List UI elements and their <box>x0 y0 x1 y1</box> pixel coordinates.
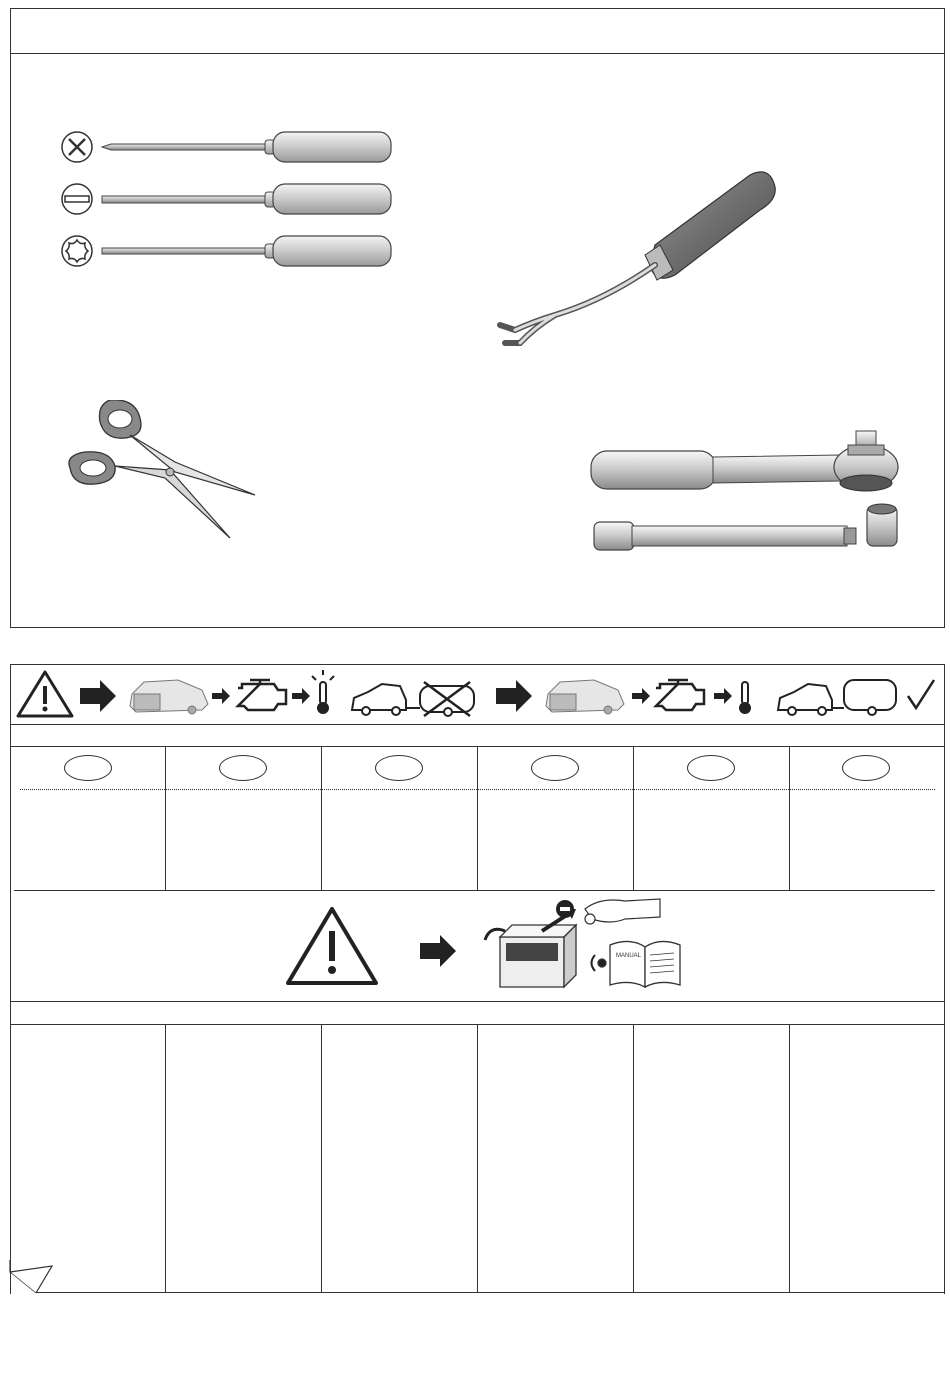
manual-book-icon <box>592 941 681 987</box>
car-hood-open-icon <box>546 680 624 714</box>
column-divider <box>165 746 166 890</box>
tools-panel-header-divider <box>11 53 944 54</box>
language-oval-5 <box>687 755 735 781</box>
extension-bar-and-socket-icon <box>592 500 902 560</box>
column-divider <box>321 746 322 890</box>
engine-icon <box>656 680 704 710</box>
small-arrow-icon <box>212 688 230 704</box>
row-divider <box>10 724 945 725</box>
language-oval-6 <box>842 755 890 781</box>
svg-text:MANUAL: MANUAL <box>616 953 642 959</box>
language-oval-4 <box>531 755 579 781</box>
flat-screwdriver-icon <box>62 184 391 214</box>
battery-warning-row <box>280 895 700 1000</box>
phillips-screwdriver-icon <box>62 132 391 162</box>
trim-removal-tool-icon <box>495 165 785 350</box>
language-oval-1 <box>64 755 112 781</box>
temperature-icon <box>312 670 334 713</box>
car-hood-open-icon <box>130 680 208 714</box>
engine-icon <box>238 680 286 710</box>
sequence-icon-row <box>12 666 942 722</box>
small-arrow-icon <box>632 688 650 704</box>
temperature-icon <box>740 682 750 713</box>
row-divider <box>14 890 935 891</box>
column-divider <box>321 1024 322 1292</box>
ratchet-wrench-icon <box>588 425 903 495</box>
arrow-icon <box>496 680 532 712</box>
column-divider <box>789 746 790 890</box>
arrow-icon <box>420 935 456 967</box>
column-divider <box>633 1024 634 1292</box>
warning-icon <box>18 672 72 716</box>
column-divider <box>633 746 634 890</box>
small-arrow-icon <box>714 688 732 704</box>
folded-corner-icon <box>8 1260 58 1296</box>
language-oval-3 <box>375 755 423 781</box>
torx-screwdriver-icon <box>62 236 391 266</box>
column-divider <box>477 1024 478 1292</box>
checkmark-icon <box>908 680 934 708</box>
hand-disconnect-icon <box>585 899 660 924</box>
car-with-trailer-icon <box>778 680 896 715</box>
language-oval-2 <box>219 755 267 781</box>
arrow-icon <box>80 680 116 712</box>
dotted-divider <box>20 789 935 790</box>
column-divider <box>165 1024 166 1292</box>
scissors-icon <box>65 400 260 545</box>
small-arrow-icon <box>292 688 310 704</box>
car-no-trailer-icon <box>352 682 474 716</box>
screwdriver-set-icon <box>55 120 400 275</box>
column-divider <box>477 746 478 890</box>
warning-icon <box>288 909 376 983</box>
car-battery-icon <box>485 909 576 987</box>
bottom-border <box>36 1292 945 1293</box>
row-divider <box>10 1001 945 1002</box>
minus-terminal-icon <box>556 900 574 918</box>
column-divider <box>789 1024 790 1292</box>
